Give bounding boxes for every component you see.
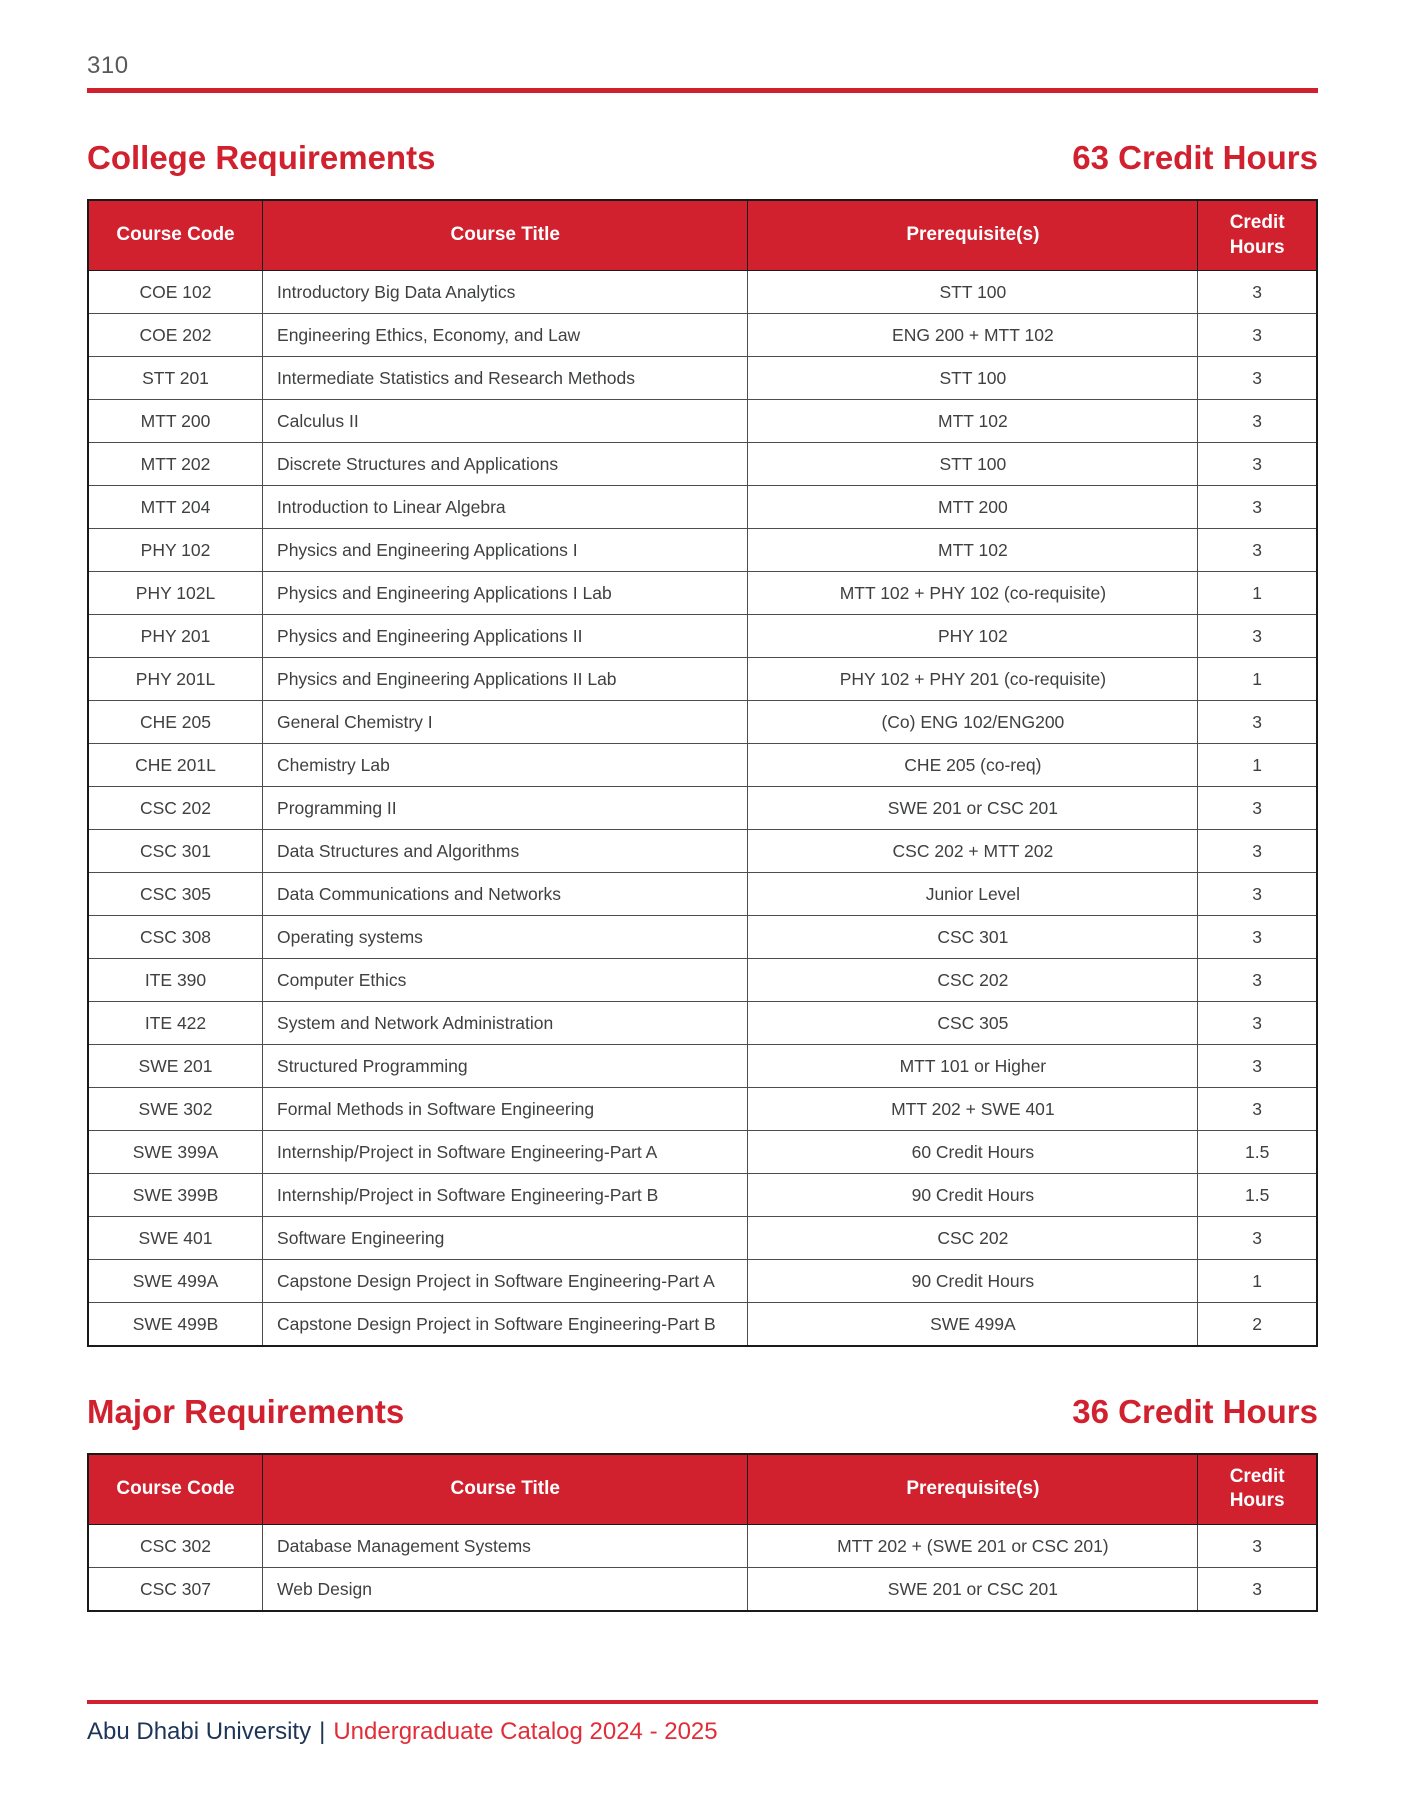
course-row	[88, 1217, 1317, 1260]
course-row	[88, 443, 1317, 486]
course-code: CSC 308	[88, 916, 263, 959]
course-row	[88, 615, 1317, 658]
course-row	[88, 1568, 1317, 1611]
course-code: ITE 390	[88, 959, 263, 1002]
course-code: CSC 202	[88, 787, 263, 830]
course-row	[88, 744, 1317, 787]
credit-hours: 3	[1198, 271, 1317, 314]
course-title: Physics and Engineering Applications I Lab	[263, 572, 748, 615]
prerequisites: SWE 201 or CSC 201	[748, 787, 1198, 830]
course-title: Web Design	[263, 1568, 748, 1611]
prerequisites: CSC 202	[748, 959, 1198, 1002]
course-code: ITE 422	[88, 1002, 263, 1045]
course-code: SWE 302	[88, 1088, 263, 1131]
course-title: Formal Methods in Software Engineering	[263, 1088, 748, 1131]
course-row	[88, 787, 1317, 830]
course-title: Introductory Big Data Analytics	[263, 271, 748, 314]
course-row	[88, 1045, 1317, 1088]
course-title: Internship/Project in Software Engineering-Part A	[263, 1131, 748, 1174]
course-row	[88, 529, 1317, 572]
prerequisites: CSC 305	[748, 1002, 1198, 1045]
course-code: PHY 201	[88, 615, 263, 658]
prerequisites: MTT 102	[748, 529, 1198, 572]
credit-hours: 3	[1198, 1002, 1317, 1045]
course-code: SWE 401	[88, 1217, 263, 1260]
table-header-row	[88, 200, 1317, 271]
prerequisites: STT 100	[748, 443, 1198, 486]
course-code: SWE 499A	[88, 1260, 263, 1303]
course-row	[88, 572, 1317, 615]
course-row	[88, 1002, 1317, 1045]
prerequisites: STT 100	[748, 357, 1198, 400]
credit-hours: 3	[1198, 314, 1317, 357]
course-code: CHE 205	[88, 701, 263, 744]
credit-hours: 3	[1198, 1088, 1317, 1131]
course-row	[88, 271, 1317, 314]
requirements-sections	[87, 139, 1318, 1612]
prerequisites: CHE 205 (co-req)	[748, 744, 1198, 787]
course-title: Physics and Engineering Applications II	[263, 615, 748, 658]
course-title: Internship/Project in Software Engineering-Part B	[263, 1174, 748, 1217]
prerequisites: CSC 202 + MTT 202	[748, 830, 1198, 873]
prerequisites: PHY 102 + PHY 201 (co-requisite)	[748, 658, 1198, 701]
course-title: Chemistry Lab	[263, 744, 748, 787]
section-credit-hours: 63 Credit Hours	[1072, 139, 1318, 176]
prerequisites: 90 Credit Hours	[748, 1260, 1198, 1303]
section-title: Major Requirements	[87, 1392, 405, 1430]
credit-hours: 3	[1198, 1217, 1317, 1260]
footer-rule	[87, 1700, 1318, 1704]
credit-hours: 3	[1198, 400, 1317, 443]
course-code: SWE 201	[88, 1045, 263, 1088]
course-row	[88, 1260, 1317, 1303]
course-table	[87, 199, 1318, 1347]
requirements-section	[87, 1393, 1318, 1612]
credit-hours: 3	[1198, 1525, 1317, 1568]
course-title: Introduction to Linear Algebra	[263, 486, 748, 529]
course-title: Data Communications and Networks	[263, 873, 748, 916]
column-header: Course Title	[263, 1454, 748, 1525]
course-title: Programming II	[263, 787, 748, 830]
prerequisites: SWE 201 or CSC 201	[748, 1568, 1198, 1611]
course-code: PHY 201L	[88, 658, 263, 701]
course-title: Database Management Systems	[263, 1525, 748, 1568]
credit-hours: 3	[1198, 916, 1317, 959]
prerequisites: ENG 200 + MTT 102	[748, 314, 1198, 357]
prerequisites: STT 100	[748, 271, 1198, 314]
course-row	[88, 314, 1317, 357]
course-title: Engineering Ethics, Economy, and Law	[263, 314, 748, 357]
course-code: SWE 499B	[88, 1303, 263, 1346]
course-title: Calculus II	[263, 400, 748, 443]
prerequisites: MTT 202 + SWE 401	[748, 1088, 1198, 1131]
course-code: SWE 399B	[88, 1174, 263, 1217]
course-title: Capstone Design Project in Software Engineering-Part A	[263, 1260, 748, 1303]
course-code: STT 201	[88, 357, 263, 400]
course-code: COE 102	[88, 271, 263, 314]
prerequisites: MTT 101 or Higher	[748, 1045, 1198, 1088]
column-header: Course Title	[263, 200, 748, 271]
prerequisites: MTT 102 + PHY 102 (co-requisite)	[748, 572, 1198, 615]
course-code: CSC 302	[88, 1525, 263, 1568]
requirements-section	[87, 139, 1318, 1347]
credit-hours: 1	[1198, 572, 1317, 615]
column-header: Prerequisite(s)	[748, 200, 1198, 271]
course-title: General Chemistry I	[263, 701, 748, 744]
course-row	[88, 701, 1317, 744]
course-title: Operating systems	[263, 916, 748, 959]
prerequisites: CSC 202	[748, 1217, 1198, 1260]
course-title: Physics and Engineering Applications II Lab	[263, 658, 748, 701]
prerequisites: MTT 200	[748, 486, 1198, 529]
header-rule	[87, 88, 1318, 93]
footer-catalog-title: Undergraduate Catalog 2024 - 2025	[333, 1718, 718, 1745]
section-title: College Requirements	[87, 139, 436, 176]
footer-separator: |	[319, 1718, 326, 1745]
credit-hours: 3	[1198, 1568, 1317, 1611]
footer-university-name: Abu Dhabi University	[87, 1718, 312, 1745]
course-title: Capstone Design Project in Software Engineering-Part B	[263, 1303, 748, 1346]
course-code: CSC 305	[88, 873, 263, 916]
course-row	[88, 400, 1317, 443]
credit-hours: 3	[1198, 443, 1317, 486]
course-title: Physics and Engineering Applications I	[263, 529, 748, 572]
prerequisites: SWE 499A	[748, 1303, 1198, 1346]
course-row	[88, 1088, 1317, 1131]
credit-hours: 3	[1198, 787, 1317, 830]
course-row	[88, 959, 1317, 1002]
credit-hours: 3	[1198, 1045, 1317, 1088]
credit-hours: 1	[1198, 1260, 1317, 1303]
course-row	[88, 1174, 1317, 1217]
course-code: MTT 204	[88, 486, 263, 529]
course-title: Structured Programming	[263, 1045, 748, 1088]
credit-hours: 3	[1198, 873, 1317, 916]
course-row	[88, 1525, 1317, 1568]
course-code: COE 202	[88, 314, 263, 357]
course-code: CSC 307	[88, 1568, 263, 1611]
column-header: Credit Hours	[1198, 200, 1317, 271]
table-header-row	[88, 1454, 1317, 1525]
course-row	[88, 1131, 1317, 1174]
prerequisites: Junior Level	[748, 873, 1198, 916]
course-row	[88, 357, 1317, 400]
credit-hours: 3	[1198, 615, 1317, 658]
credit-hours: 1	[1198, 744, 1317, 787]
prerequisites: CSC 301	[748, 916, 1198, 959]
prerequisites: MTT 202 + (SWE 201 or CSC 201)	[748, 1525, 1198, 1568]
column-header: Credit Hours	[1198, 1454, 1317, 1525]
section-credit-hours: 36 Credit Hours	[1072, 1392, 1318, 1430]
credit-hours: 3	[1198, 959, 1317, 1002]
course-code: CHE 201L	[88, 744, 263, 787]
credit-hours: 3	[1198, 486, 1317, 529]
footer-text	[87, 1718, 1318, 1746]
section-heading-row	[87, 1393, 1318, 1431]
course-code: MTT 202	[88, 443, 263, 486]
course-row	[88, 873, 1317, 916]
page-number: 310	[87, 52, 129, 79]
credit-hours: 3	[1198, 701, 1317, 744]
course-code: MTT 200	[88, 400, 263, 443]
prerequisites: PHY 102	[748, 615, 1198, 658]
prerequisites: MTT 102	[748, 400, 1198, 443]
course-title: Data Structures and Algorithms	[263, 830, 748, 873]
prerequisites: 90 Credit Hours	[748, 1174, 1198, 1217]
credit-hours: 1.5	[1198, 1131, 1317, 1174]
course-row	[88, 1303, 1317, 1346]
course-code: SWE 399A	[88, 1131, 263, 1174]
course-title: Discrete Structures and Applications	[263, 443, 748, 486]
credit-hours: 2	[1198, 1303, 1317, 1346]
page-footer	[87, 1700, 1318, 1746]
course-title: Software Engineering	[263, 1217, 748, 1260]
course-code: CSC 301	[88, 830, 263, 873]
prerequisites: 60 Credit Hours	[748, 1131, 1198, 1174]
course-title: Intermediate Statistics and Research Methods	[263, 357, 748, 400]
course-title: Computer Ethics	[263, 959, 748, 1002]
course-row	[88, 916, 1317, 959]
prerequisites: (Co) ENG 102/ENG200	[748, 701, 1198, 744]
course-code: PHY 102	[88, 529, 263, 572]
section-heading-row	[87, 139, 1318, 177]
column-header: Course Code	[88, 200, 263, 271]
credit-hours: 3	[1198, 357, 1317, 400]
credit-hours: 3	[1198, 529, 1317, 572]
course-row	[88, 486, 1317, 529]
course-row	[88, 830, 1317, 873]
credit-hours: 3	[1198, 830, 1317, 873]
course-row	[88, 658, 1317, 701]
course-table	[87, 1453, 1318, 1612]
credit-hours: 1	[1198, 658, 1317, 701]
course-code: PHY 102L	[88, 572, 263, 615]
course-title: System and Network Administration	[263, 1002, 748, 1045]
column-header: Prerequisite(s)	[748, 1454, 1198, 1525]
column-header: Course Code	[88, 1454, 263, 1525]
credit-hours: 1.5	[1198, 1174, 1317, 1217]
